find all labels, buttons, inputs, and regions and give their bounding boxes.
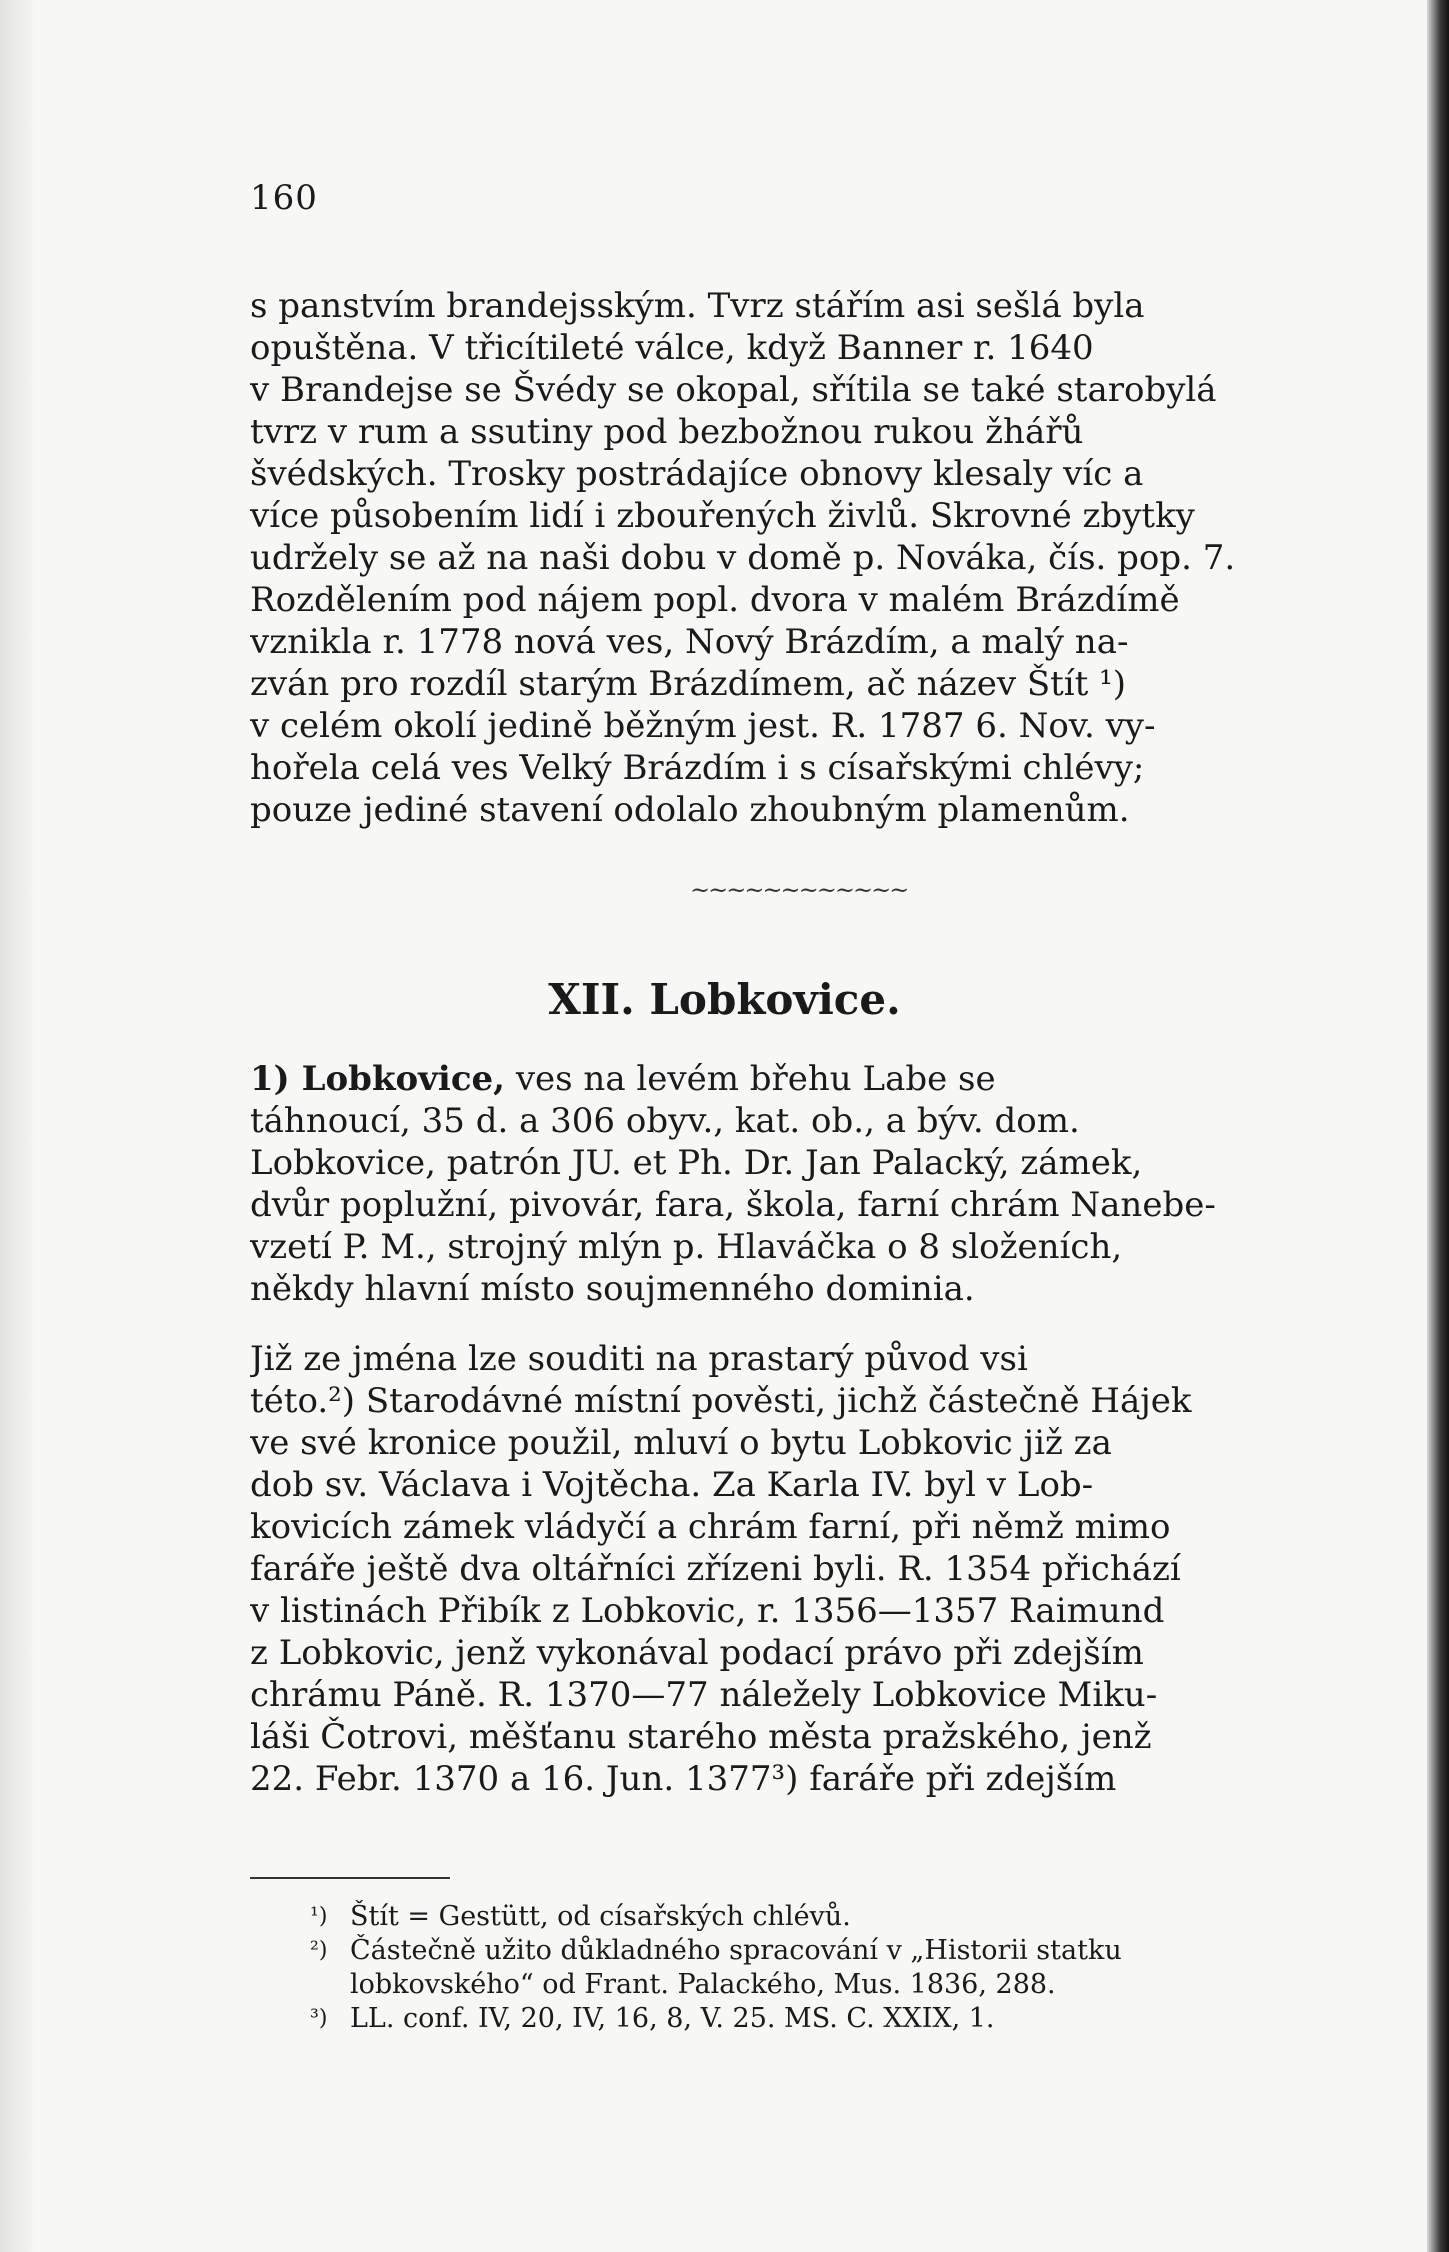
text-line: Lobkovice, patrón JU. et Ph. Dr. Jan Palacký, zámek, bbox=[250, 1143, 1143, 1183]
text-line: dvůr poplužní, pivovár, fara, škola, farní chrám Nanebe- bbox=[250, 1185, 1216, 1225]
footnote-rule bbox=[250, 1877, 450, 1879]
text-line: láši Čotrovi, měšťanu starého města pražského, jenž bbox=[250, 1717, 1152, 1757]
text-line: v celém okolí jedině běžným jest. R. 1787 6. Nov. vy- bbox=[250, 706, 1156, 746]
footnote-marker: ³) bbox=[310, 2006, 328, 2031]
text-line: někdy hlavní místo soujmenného dominia. bbox=[250, 1269, 975, 1309]
text-line: udržely se až na naši dobu v domě p. Nováka, čís. pop. 7. bbox=[250, 538, 1236, 578]
paragraph-3 bbox=[250, 1338, 1280, 1800]
text-line: ve své kronice použil, mluví o bytu Lobkovic již za bbox=[250, 1423, 1112, 1463]
text-line: Již ze jména lze souditi na prastarý původ vsi bbox=[250, 1339, 1028, 1379]
footnote-text: Částečně užito důkladného spracování v „Historii statku bbox=[350, 1935, 1122, 1966]
text-line: Rozdělením pod nájem popl. dvora v malém Brázdímě bbox=[250, 580, 1180, 620]
text-line: vzetí P. M., strojný mlýn p. Hlaváčka o 8 složeních, bbox=[250, 1227, 1123, 1267]
paragraph-2 bbox=[250, 1058, 1280, 1310]
chapter-heading: XII. Lobkovice. bbox=[548, 975, 901, 1024]
text-line: této.²) Starodávné místní pověsti, jichž částečně Hájek bbox=[250, 1381, 1192, 1421]
text-line: zván pro rozdíl starým Brázdímem, ač název Štít ¹) bbox=[250, 664, 1127, 704]
footnote-text: LL. conf. IV, 20, IV, 16, 8, V. 25. MS. C. XXIX, 1. bbox=[350, 2003, 995, 2034]
footnote-text: Štít = Gestütt, od císařských chlévů. bbox=[350, 1901, 851, 1932]
page-left-shadow bbox=[0, 0, 38, 2252]
text-line: faráře ještě dva oltářníci zřízeni byli. R. 1354 přichází bbox=[250, 1549, 1181, 1589]
footnote-marker: ²) bbox=[310, 1938, 328, 1963]
text-line: opuštěna. V třicítileté válce, když Banner r. 1640 bbox=[250, 328, 1094, 368]
text-line: v listinách Přibík z Lobkovic, r. 1356—1357 Raimund bbox=[250, 1591, 1165, 1631]
text-line: hořela celá ves Velký Brázdím i s císařskými chlévy; bbox=[250, 748, 1145, 788]
text-line: z Lobkovic, jenž vykonával podací právo při zdejším bbox=[250, 1633, 1144, 1673]
text-line: švédských. Trosky postrádajíce obnovy klesaly víc a bbox=[250, 454, 1144, 494]
text-line: tvrz v rum a ssutiny pod bezbožnou rukou žhářů bbox=[250, 412, 1084, 452]
footnote-1 bbox=[310, 1900, 1280, 1934]
page-number: 160 bbox=[250, 178, 318, 218]
footnote-2-continued: lobkovského“ od Frant. Palackého, Mus. 1836, 288. bbox=[350, 1969, 1056, 2000]
footnote-marker: ¹) bbox=[310, 1904, 328, 1929]
text-line: 22. Febr. 1370 a 16. Jun. 1377³) faráře při zdejším bbox=[250, 1759, 1117, 1799]
text-line: chrámu Páně. R. 1370—77 náležely Lobkovice Miku- bbox=[250, 1675, 1158, 1715]
footnotes bbox=[310, 1900, 1280, 2036]
text-line: v Brandejse se Švédy se okopal, sřítila se také starobylá bbox=[250, 370, 1217, 410]
footnote-3 bbox=[310, 2002, 1280, 2036]
text-line: pouze jediné stavení odolalo zhoubným plamenům. bbox=[250, 790, 1130, 830]
text-line: táhnoucí, 35 d. a 306 obyv., kat. ob., a býv. dom. bbox=[250, 1101, 1080, 1141]
page-right-edge bbox=[1427, 0, 1449, 2252]
text-line: dob sv. Václava i Vojtěcha. Za Karla IV. byl v Lob- bbox=[250, 1465, 1094, 1505]
text-line: více působením lidí i zbouřených živlů. Skrovné zbytky bbox=[250, 496, 1195, 536]
text-line: kovicích zámek vládyčí a chrám farní, při němž mimo bbox=[250, 1507, 1171, 1547]
entry-name: 1) Lobkovice, bbox=[250, 1059, 506, 1099]
footnote-2 bbox=[310, 1934, 1280, 1968]
text-line: s panstvím brandejsským. Tvrz stářím asi sešlá byla bbox=[250, 286, 1145, 326]
text-line: 1) Lobkovice, ves na levém břehu Labe se bbox=[250, 1059, 996, 1099]
section-ornament: ~~~~~~~~~~~~ bbox=[690, 876, 908, 904]
text-line: vznikla r. 1778 nová ves, Nový Brázdím, a malý na- bbox=[250, 622, 1129, 662]
paragraph-1 bbox=[250, 285, 1280, 831]
